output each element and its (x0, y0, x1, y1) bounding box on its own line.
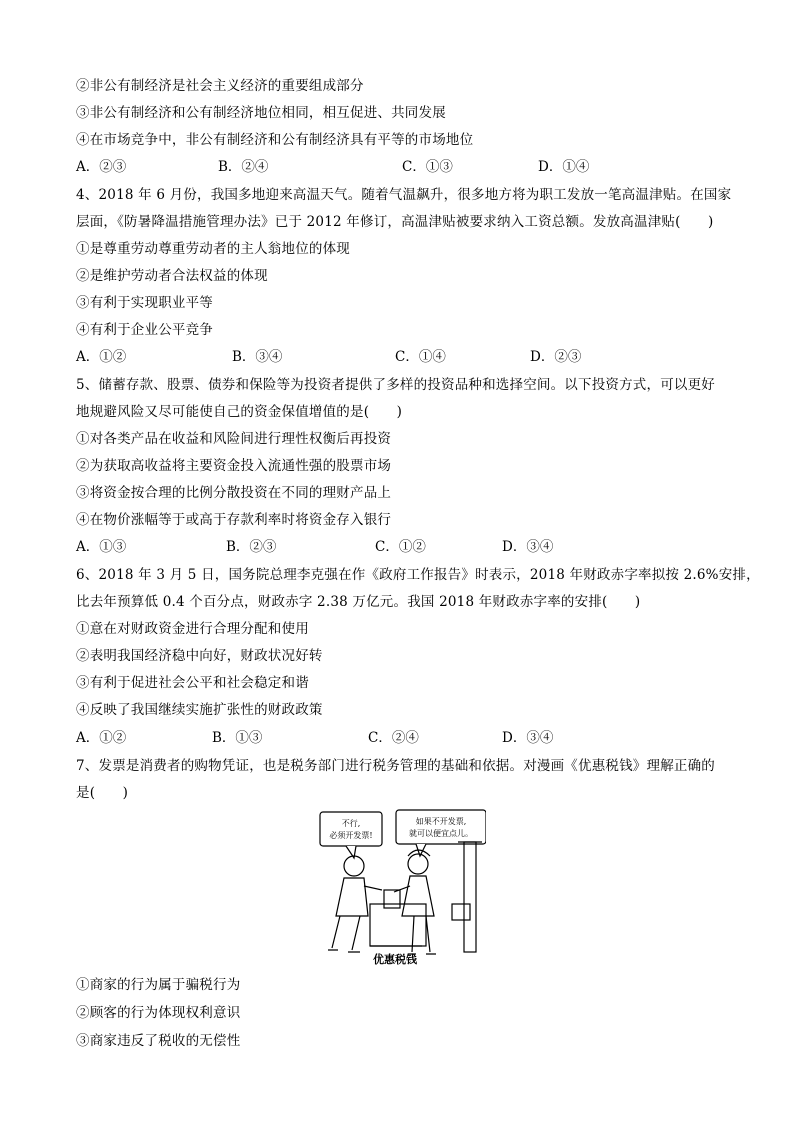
choice-b: B．②④ (218, 159, 269, 175)
option-item: ④在市场竞争中，非公有制经济和公有制经济具有平等的市场地位 (76, 132, 474, 148)
option-item: ②表明我国经济稳中向好，财政状况好转 (76, 648, 323, 664)
q6-choices (76, 729, 636, 747)
option-item: ②非公有制经济是社会主义经济的重要组成部分 (76, 78, 364, 94)
option-item: ③有利于实现职业平等 (76, 295, 213, 311)
q7-stem: 是( ) (76, 785, 129, 801)
cartoon-caption: 优惠税钱 (373, 953, 417, 966)
option-item: ④在物价涨幅等于或高于存款利率时将资金存入银行 (76, 512, 392, 528)
q4-stem: 层面，《防暑降温措施管理办法》已于 2012 年修订，高温津贴被要求纳入工资总额。发放高温津贴( ) (76, 214, 714, 230)
option-item: ③有利于促进社会公平和社会稳定和谐 (76, 675, 309, 691)
speech-bubble-left (320, 812, 382, 846)
option-item: ①是尊重劳动尊重劳动者的主人翁地位的体现 (76, 241, 350, 257)
q7-stem: 7、发票是消费者的购物凭证，也是税务部门进行税务管理的基础和依据。对漫画《优惠税钱》理解正确的 (76, 758, 715, 774)
choice-b: B．②③ (226, 539, 277, 555)
q5-stem: 地规避风险又尽可能使自己的资金保值增值的是( ) (76, 404, 403, 420)
q4-stem: 4、2018 年 6 月份，我国多地迎来高温天气。随着气温飙升，很多地方将为职工发放一笔高温津贴。在国家 (76, 187, 732, 203)
q5-stem: 5、储蓄存款、股票、债券和保险等为投资者提供了多样的投资品种和选择空间。以下投资方式，可以更好 (76, 377, 715, 393)
choice-a: A．①② (76, 349, 127, 365)
choice-a: A．①③ (76, 539, 127, 555)
choice-c: C．②④ (368, 730, 419, 746)
choice-b: B．①③ (212, 730, 263, 746)
option-item: ①意在对财政资金进行合理分配和使用 (76, 621, 309, 637)
option-item: ③非公有制经济和公有制经济地位相同，相互促进、共同发展 (76, 105, 446, 121)
q5-choices (76, 538, 636, 556)
bubble-right-text-1: 如果不开发票, (415, 817, 467, 826)
choice-d: D．①④ (538, 159, 590, 175)
choice-a: A．①② (76, 730, 127, 746)
choice-d: D．③④ (502, 730, 554, 746)
choice-a: A．②③ (76, 159, 127, 175)
q6-stem: 6、2018 年 3 月 5 日，国务院总理李克强在作《政府工作报告》时表示，2018 年财政赤字率拟按 2.6%安排， (76, 567, 760, 583)
cartoon-illustration (318, 808, 486, 968)
q3-choices (76, 158, 636, 176)
option-item: ④反映了我国继续实施扩张性的财政政策 (76, 702, 323, 718)
choice-d: D．②③ (530, 349, 582, 365)
choice-d: D．③④ (502, 539, 554, 555)
option-item: ①对各类产品在收益和风险间进行理性权衡后再投资 (76, 431, 392, 447)
bubble-left-text-1: 不行, (341, 819, 361, 828)
counter (370, 904, 426, 946)
speech-bubble-right (396, 810, 486, 844)
choice-c: C．①③ (402, 159, 453, 175)
option-item: ③将资金按合理的比例分散投资在不同的理财产品上 (76, 485, 392, 501)
option-item: ②顾客的行为体现权利意识 (76, 1005, 241, 1021)
q6-stem: 比去年预算低 0.4 个百分点，财政赤字 2.38 万亿元。我国 2018 年财政赤字率的安排( ) (76, 594, 641, 610)
q4-choices (76, 348, 636, 366)
choice-c: C．①④ (395, 349, 446, 365)
choice-b: B．③④ (232, 349, 283, 365)
option-item: ④有利于企业公平竞争 (76, 322, 213, 338)
option-item: ②是维护劳动者合法权益的体现 (76, 268, 268, 284)
option-item: ③商家违反了税收的无偿性 (76, 1033, 241, 1049)
option-item: ②为获取高收益将主要资金投入流通性强的股票市场 (76, 458, 392, 474)
bubble-right-text-2: 就可以便宜点儿。 (409, 829, 473, 838)
bubble-left-text-2: 必须开发票! (329, 831, 373, 840)
choice-c: C．①② (375, 539, 426, 555)
option-item: ①商家的行为属于骗税行为 (76, 977, 241, 993)
